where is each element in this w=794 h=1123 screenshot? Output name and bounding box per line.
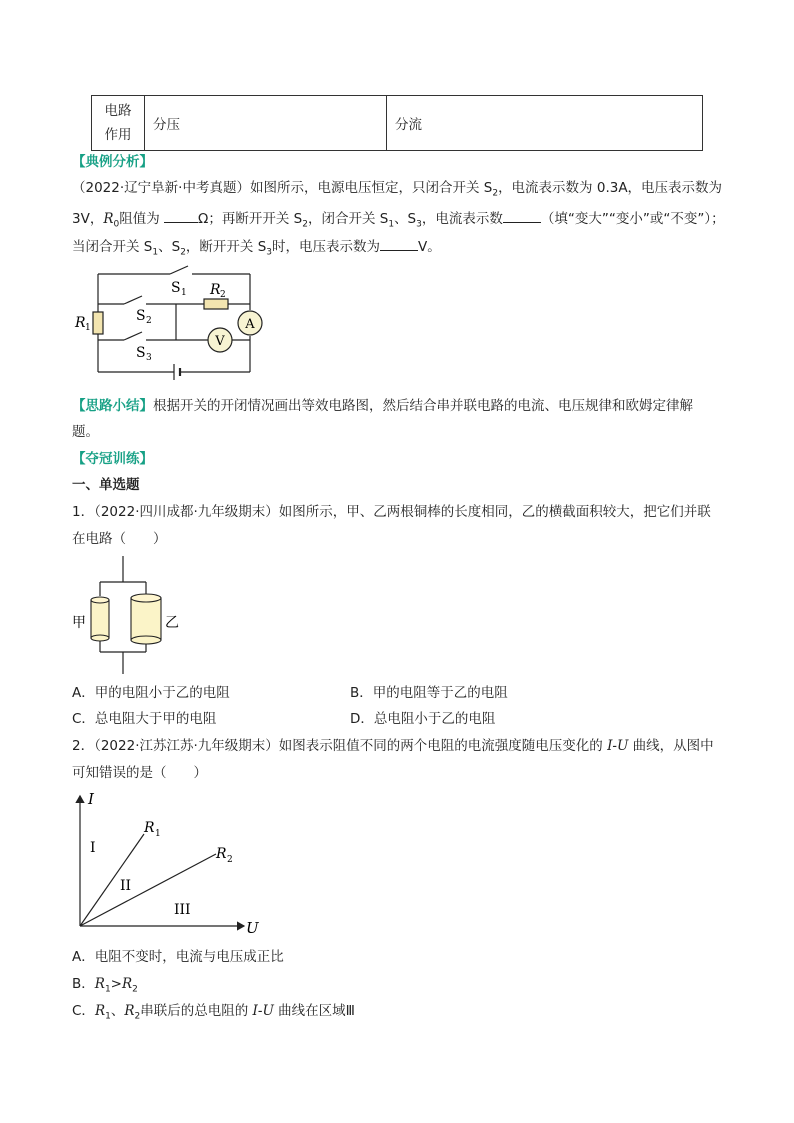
example-text: ，电流表示数 xyxy=(421,211,503,227)
q1-option-a[interactable]: A．甲的电阻小于乙的电阻 xyxy=(72,685,230,701)
example-text: 时，电压表示数为 xyxy=(272,239,381,255)
sub: 3 xyxy=(266,247,273,258)
gt-symbol: > xyxy=(110,976,122,992)
i-axis-label: I xyxy=(88,790,94,808)
q1-number: 1． xyxy=(72,504,95,520)
sub: 1 xyxy=(152,247,159,258)
q2-option-a[interactable]: A．电阻不变时，电流与电压成正比 xyxy=(72,949,284,965)
sub: 2 xyxy=(302,219,308,230)
r2-symbol: R xyxy=(124,1003,135,1019)
parallel-cell: 分流 xyxy=(387,96,703,151)
q1-option-d[interactable]: D．总电阻小于乙的电阻 xyxy=(350,711,496,727)
example-line-3 xyxy=(72,236,722,263)
sub: 1 xyxy=(104,984,111,995)
table-row xyxy=(92,96,703,151)
training-heading: 【夺冠训练】 xyxy=(72,451,153,467)
u-axis-label: U xyxy=(246,919,259,937)
summary-line-2: 题。 xyxy=(72,424,99,440)
sub: 1 xyxy=(105,1011,111,1022)
summary-text: 根据开关的开闭情况画出等效电路图，然后结合串并联电路的电流、电压规律和欧姆定律解 xyxy=(153,398,693,414)
s3-switch xyxy=(124,332,142,340)
s3-sub: 3 xyxy=(146,353,152,363)
example-text: ，电流表示数为 0.3A，电压表示数为 xyxy=(498,180,723,196)
r1-symbol: R xyxy=(94,1003,106,1019)
q1-option-c[interactable]: C．总电阻大于甲的电阻 xyxy=(72,711,217,727)
label-yi: 乙 xyxy=(165,615,179,631)
q2-option-b[interactable] xyxy=(72,974,138,1000)
answer-blank-2[interactable] xyxy=(503,208,541,223)
voltmeter-label: V xyxy=(215,334,225,349)
example-text: （填“变大”“变小”或“不变”）； xyxy=(540,211,725,227)
q2-line-1 xyxy=(72,736,722,756)
s3-label: S xyxy=(136,345,146,361)
sub: 2 xyxy=(492,188,499,199)
section-title: 一、单选题 xyxy=(72,477,140,493)
copper-rods-diagram xyxy=(70,556,190,681)
r2-curve-label: R xyxy=(216,846,227,862)
example-text: ，断开开关 S xyxy=(185,239,267,255)
s2-switch xyxy=(124,296,142,304)
region-1-label: I xyxy=(90,840,96,856)
sub: 3 xyxy=(416,219,422,230)
q1-line-1 xyxy=(72,502,722,522)
example-text: 、S xyxy=(158,239,181,255)
r2-label: R xyxy=(210,282,221,298)
r2-symbol: R xyxy=(121,976,133,992)
r1-curve-label: R xyxy=(144,820,155,836)
example-line-2 xyxy=(72,208,725,235)
s1-label: S xyxy=(171,280,181,296)
s1-switch xyxy=(170,266,188,274)
sub: 2 xyxy=(180,247,186,258)
r1-symbol: R xyxy=(94,976,105,992)
s2-sub: 2 xyxy=(146,316,152,326)
q2-text: 曲线，从图中 xyxy=(628,738,714,754)
example-source: （2022·辽宁阜新·中考真题） xyxy=(72,180,250,196)
q1-option-b[interactable]: B．甲的电阻等于乙的电阻 xyxy=(350,685,508,701)
answer-blank-3[interactable] xyxy=(380,236,418,251)
row-label-2: 作用 xyxy=(104,127,132,143)
r2-line xyxy=(80,854,216,926)
region-3-label: III xyxy=(174,902,191,918)
s1-sub: 1 xyxy=(181,288,187,298)
q2-line-2: 可知错误的是（ ） xyxy=(72,765,207,781)
example-text: 当闭合开关 S xyxy=(72,239,153,255)
row-label-cell xyxy=(92,96,145,151)
q2-number: 2． xyxy=(72,738,95,754)
r1-curve-sub: 1 xyxy=(155,829,161,839)
r1-sub: 1 xyxy=(85,323,91,333)
example-text: 如图所示，电源电压恒定，只闭合开关 S xyxy=(249,180,493,196)
example-text: Ω；再断开开关 S xyxy=(198,211,303,227)
r2-resistor xyxy=(204,299,228,309)
iu-symbol: I-U xyxy=(607,738,629,754)
q2-option-b-prefix: B． xyxy=(72,976,95,992)
example-line-1 xyxy=(72,178,722,204)
example-heading: 【典例分析】 xyxy=(72,154,153,170)
q2-option-c[interactable] xyxy=(72,1001,355,1027)
example-text: 阻值为 xyxy=(119,211,165,227)
r2-curve-sub: 2 xyxy=(227,855,233,865)
q2-option-c-prefix: C． xyxy=(72,1003,95,1019)
rod-jia xyxy=(91,597,109,641)
q2-option-c-text: 曲线在区域Ⅲ xyxy=(273,1003,355,1019)
region-2-label: II xyxy=(120,878,132,894)
rod-yi xyxy=(131,594,161,644)
s2-label: S xyxy=(136,308,146,324)
series-cell: 分压 xyxy=(145,96,387,151)
label-jia: 甲 xyxy=(72,615,86,631)
r1-resistor xyxy=(93,312,103,334)
iu-symbol: I-U xyxy=(252,1003,274,1019)
sub: 0 xyxy=(113,219,120,230)
example-text: V。 xyxy=(418,239,441,255)
q2-source: （2022·江苏江苏·九年级期末） xyxy=(94,738,279,754)
r1-label: R xyxy=(75,315,86,331)
comparison-table xyxy=(91,95,703,151)
example-text: 3V， xyxy=(72,211,104,227)
row-label-1: 电路 xyxy=(104,103,132,119)
r2-sub: 2 xyxy=(220,290,226,300)
separator: 、 xyxy=(110,1003,125,1019)
r0-symbol: R xyxy=(103,211,114,227)
summary-line-1 xyxy=(72,396,722,416)
q1-source: （2022·四川成都·九年级期末） xyxy=(94,504,279,520)
ammeter-label: A xyxy=(245,317,255,332)
q2-option-c-text: 串联后的总电阻的 xyxy=(140,1003,253,1019)
circuit-diagram xyxy=(70,262,270,387)
q1-line-2: 在电路（ ） xyxy=(72,531,167,547)
iu-graph xyxy=(70,790,270,940)
summary-heading: 【思路小结】 xyxy=(72,398,153,414)
q2-text: 如图表示阻值不同的两个电阻的电流强度随电压变化的 xyxy=(278,738,608,754)
sub: 2 xyxy=(134,1011,141,1022)
q1-text: 如图所示，甲、乙两根铜棒的长度相同，乙的横截面积较大，把它们并联 xyxy=(278,504,711,520)
sub: 2 xyxy=(132,984,138,995)
example-text: ，闭合开关 S xyxy=(307,211,389,227)
sub: 1 xyxy=(388,219,395,230)
answer-blank-1[interactable] xyxy=(164,208,198,223)
example-text: 、S xyxy=(394,211,417,227)
